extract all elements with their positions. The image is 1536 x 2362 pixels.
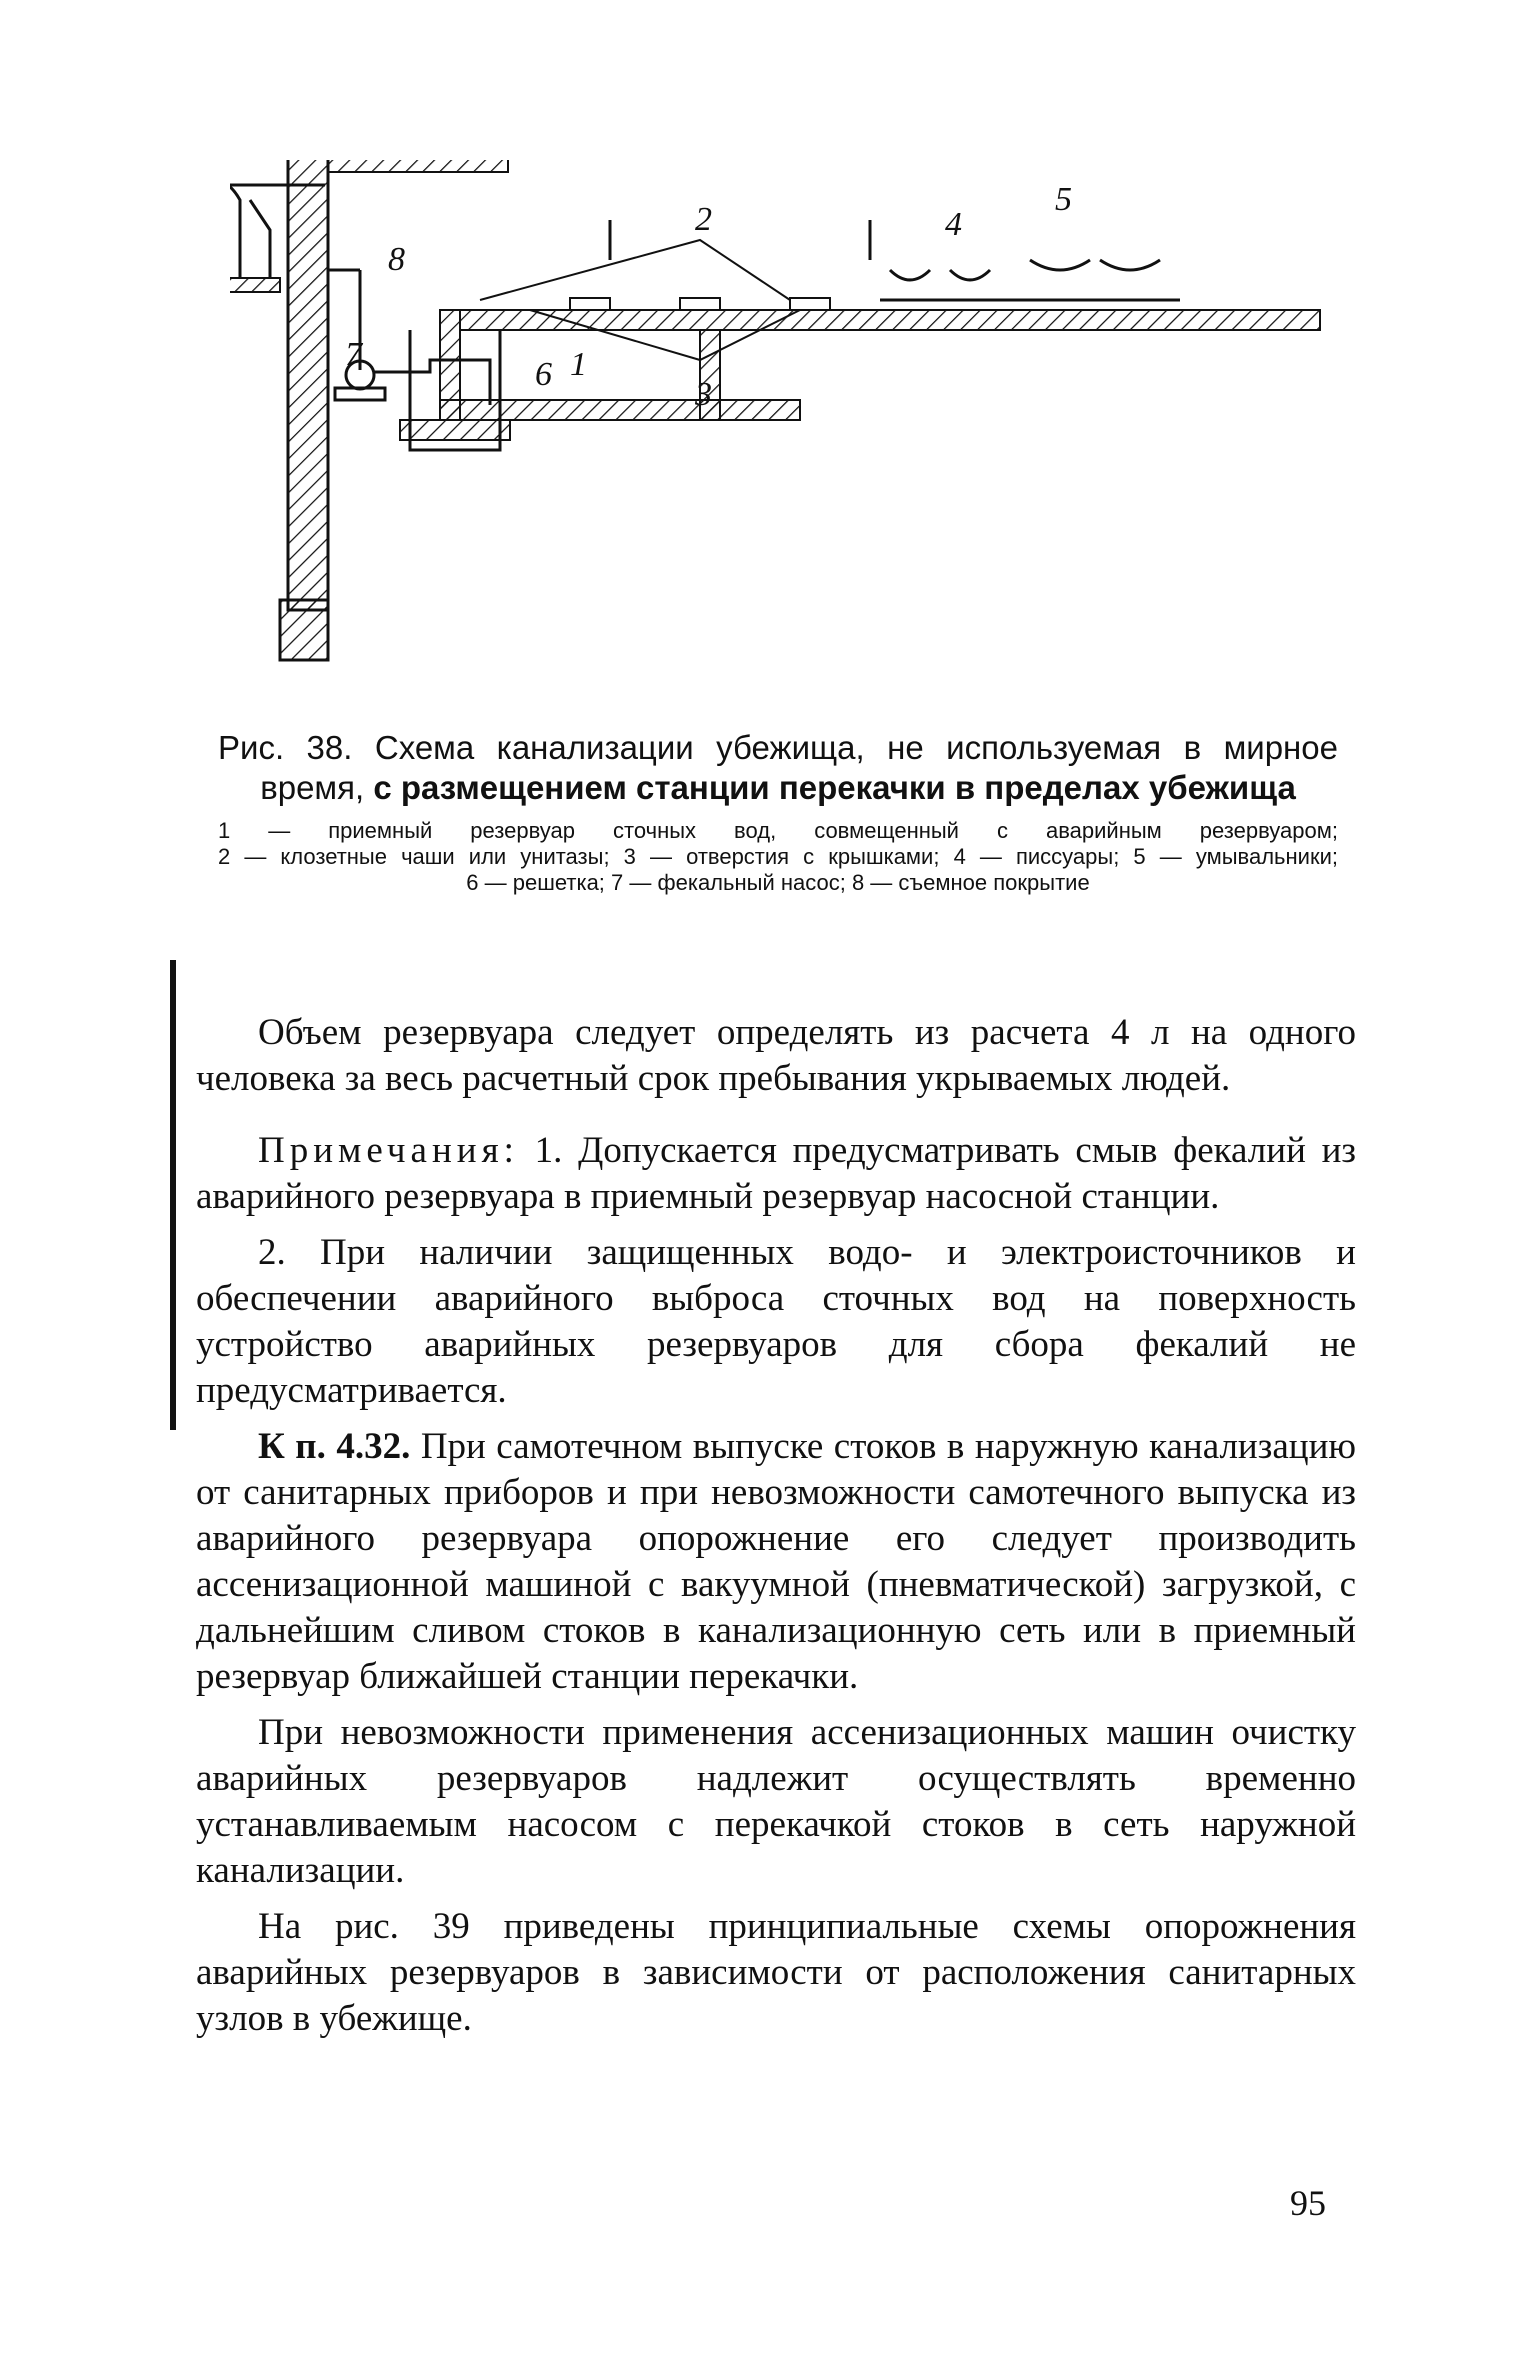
- caption-legend: [218, 818, 1338, 896]
- label-8: 8: [388, 241, 405, 278]
- legend-item: 3 — отверстия с крышками;: [623, 844, 940, 869]
- note-2: 2. При наличии защищенных водо- и электроисточников и обеспечении аварийного выброса сточных вод на поверхность устройство аварийных резервуаров для сбора фекалий не предусматривается.: [196, 1232, 1356, 1411]
- legend-item: 6 — решетка;: [466, 870, 605, 895]
- paragraph: Объем резервуара следует определять из расчета 4 л на одного человека за весь расчетный срок пребывания укрываемых людей.: [196, 1012, 1356, 1099]
- page-number: 95: [1290, 2183, 1326, 2223]
- figure-caption: [218, 728, 1338, 896]
- legend-item: 2 — клозетные чаши или унитазы;: [218, 844, 610, 869]
- label-2: 2: [695, 201, 712, 238]
- label-3: 3: [695, 376, 712, 413]
- legend-item: 8 — съемное покрытие: [851, 870, 1090, 895]
- legend-item: 1 — приемный резервуар сточных вод, совмещенный с аварийным резервуаром;: [218, 818, 1338, 843]
- label-5: 5: [1055, 181, 1072, 218]
- sewer-scheme-figure: [230, 160, 1330, 680]
- section-paragraph: К п. 4.32. При самотечном выпуске стоков в наружную канализацию от санитарных приборов и при невозможности самотечного выпуска из аварийного резервуара опорожнение его следует производить ассенизационной машиной с вакуумной (пневматической) загрузкой, с дальнейшим сливом стоков в канализационную сеть или в приемный резервуар ближайшей станции перекачки.: [196, 1426, 1357, 1697]
- paragraph: При невозможности применения ассенизационных машин очистку аварийных резервуаров надлежит осуществлять временно устанавливаемым насосом с перекачкой стоков в сеть наружной канализации.: [196, 1712, 1356, 1891]
- label-4: 4: [945, 206, 962, 243]
- toilet-bowls: [480, 220, 870, 360]
- label-1: 1: [570, 346, 587, 383]
- label-6: 6: [535, 356, 552, 393]
- legend-item: 7 — фекальный насос;: [611, 870, 846, 895]
- sewer-scheme-drawing: [230, 160, 1330, 680]
- paragraph: На рис. 39 приведены принципиальные схемы опорожнения аварийных резервуаров в зависимости от расположения санитарных узлов в убежище.: [196, 1906, 1356, 2039]
- legend-item: 5 — умывальники;: [1133, 844, 1338, 869]
- urinals-and-washbasins: [880, 260, 1180, 300]
- margin-change-bar: [170, 960, 176, 1430]
- label-7: 7: [345, 336, 362, 373]
- note-1: Примечания: 1. Допускается предусматривать смыв фекалий из аварийного резервуара в приемный резервуар насосной станции.: [196, 1130, 1357, 1217]
- body-text: [196, 1010, 1356, 2052]
- legend-item: 4 — писсуары;: [953, 844, 1120, 869]
- caption-title: Рис. 38. Схема канализации убежища, не используемая в мирное время, с размещением станции перекачки в пределах убежища: [218, 729, 1338, 806]
